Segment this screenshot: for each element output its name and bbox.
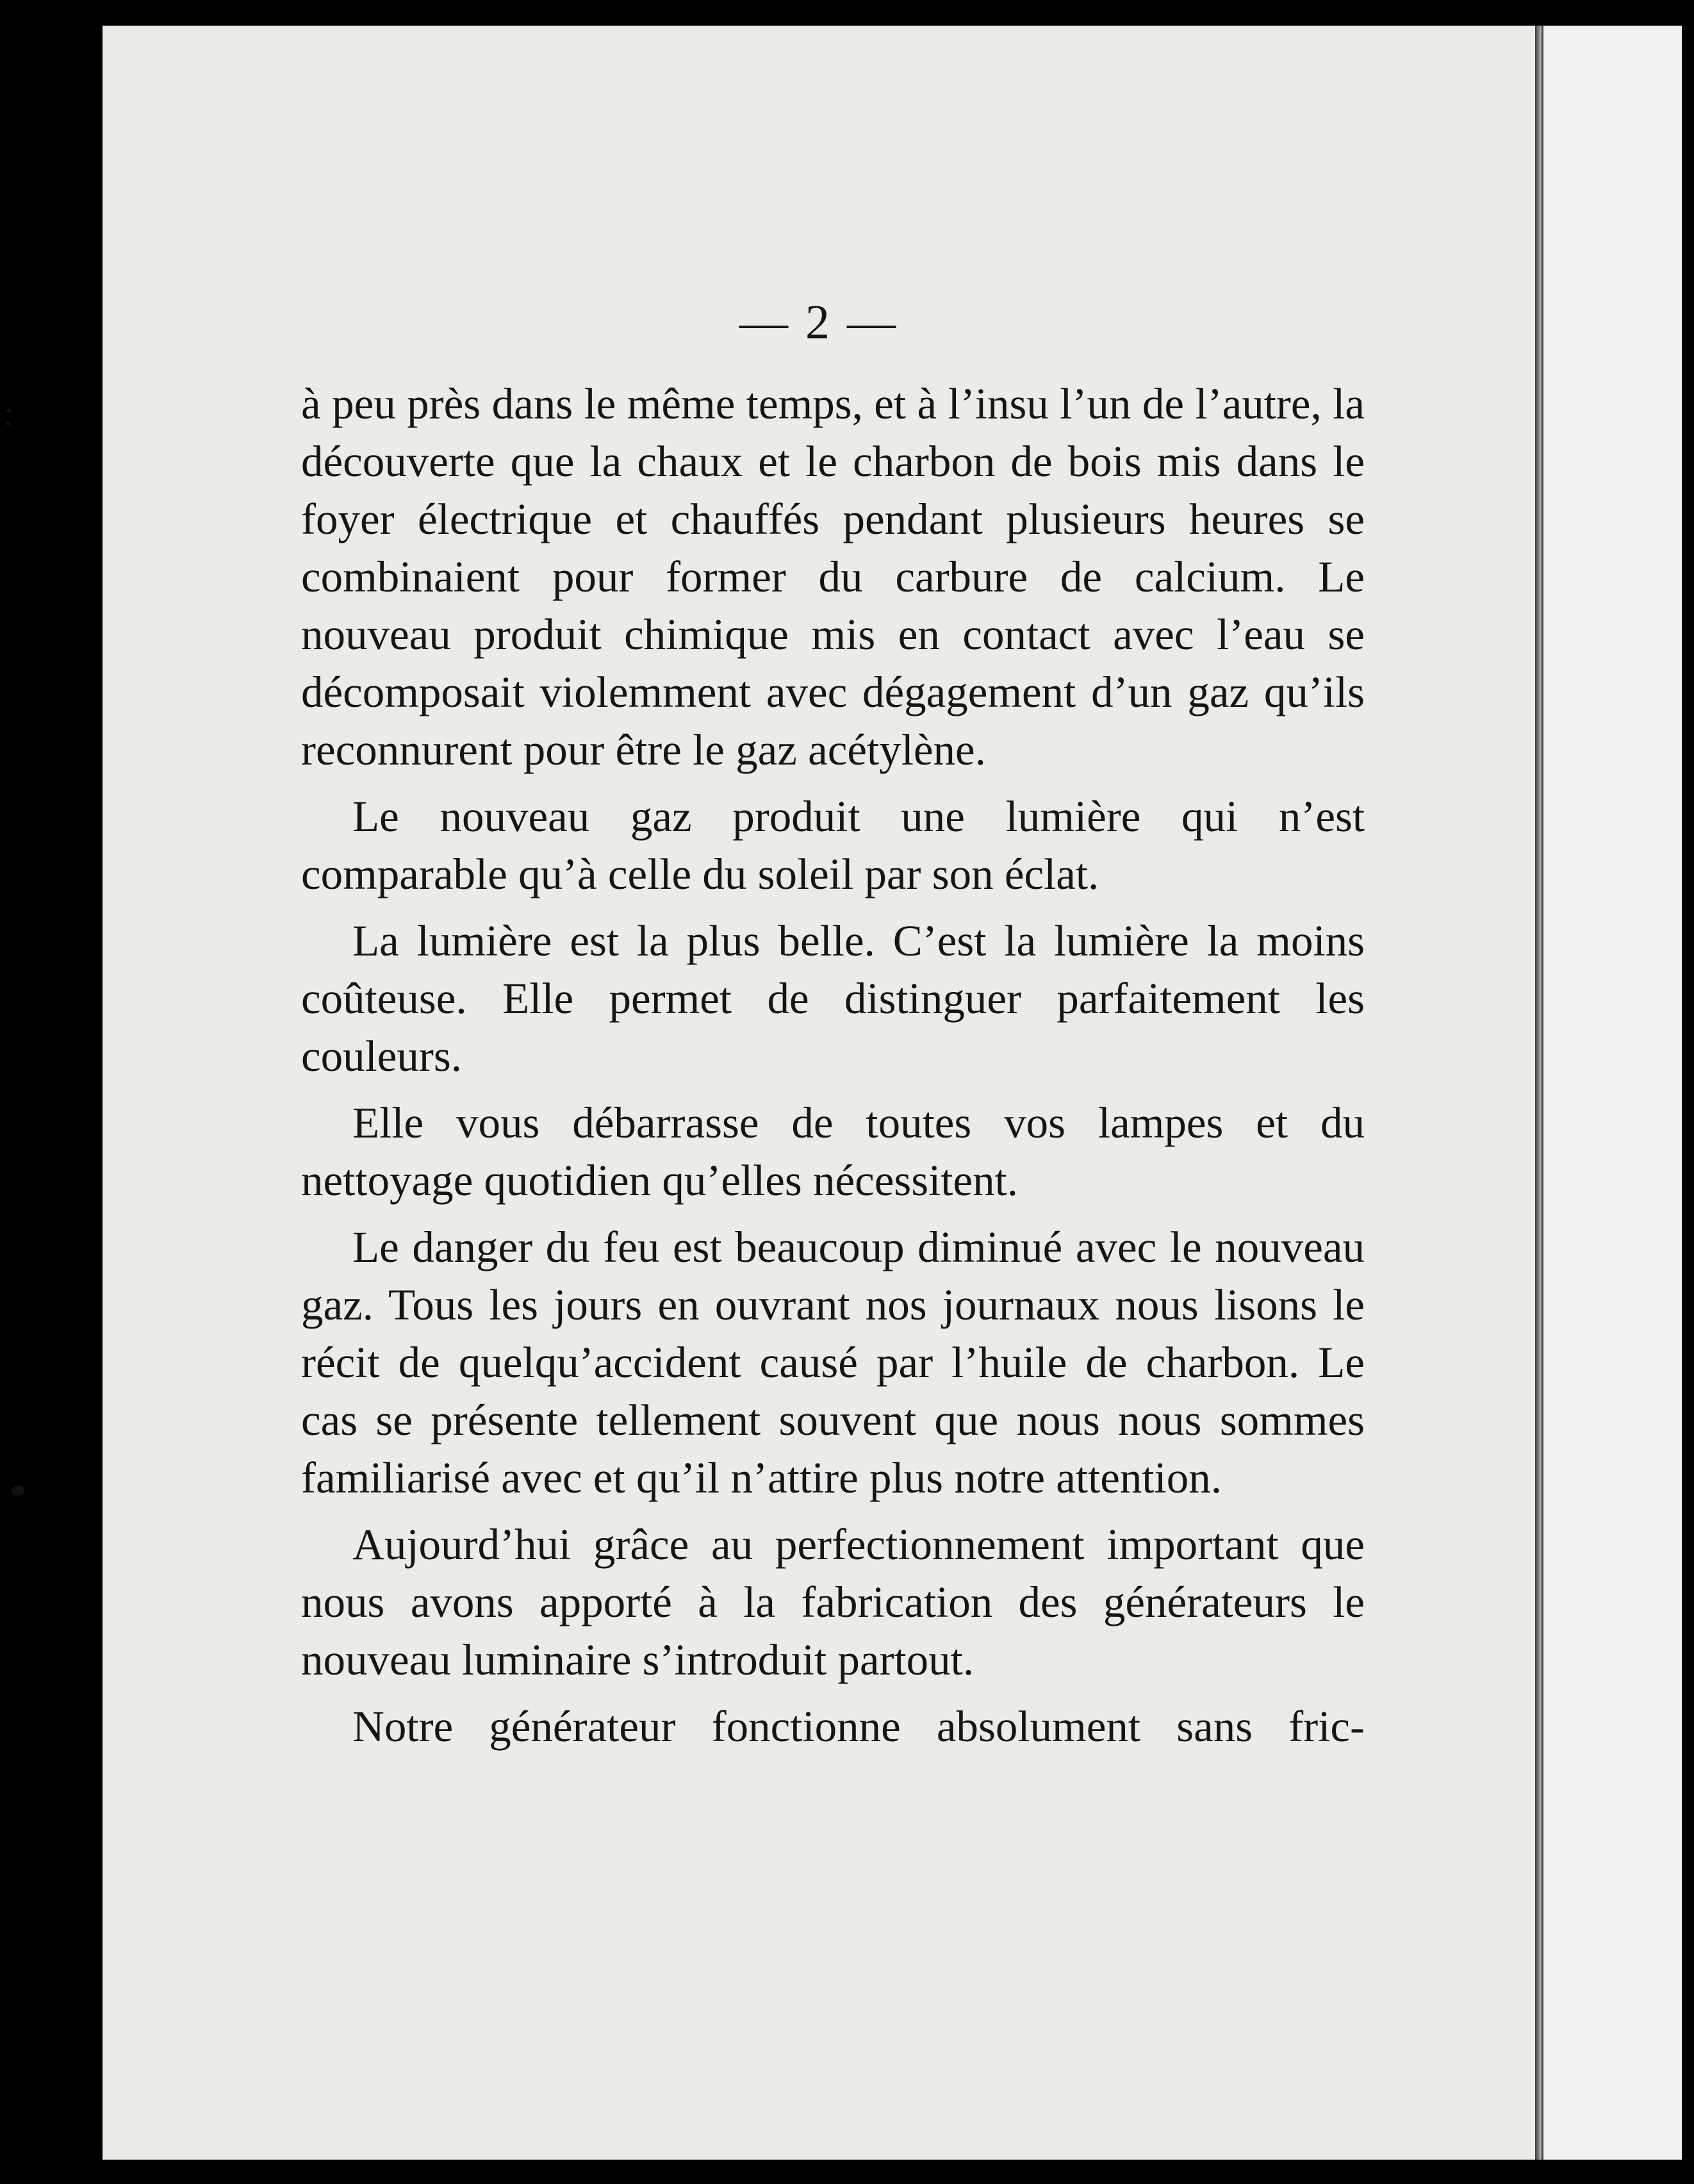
paragraph-7: Notre générateur fonctionne absolument sans fric- bbox=[352, 1702, 1365, 1751]
facing-page-edge bbox=[1542, 26, 1682, 2160]
page-number: — 2 — bbox=[739, 295, 898, 349]
paragraph-4: Elle vous débarrasse de toutes vos lampes et du nettoyage quotidien qu’elles nécessitent. bbox=[301, 1098, 1365, 1205]
paragraph-2: Le nouveau gaz produit une lumière qui n’est comparable qu’à celle du soleil par son éclat. bbox=[301, 792, 1365, 898]
scan-speck bbox=[6, 409, 10, 413]
paragraph-5: Le danger du feu est beaucoup diminué avec le nouveau gaz. Tous les jours en ouvrant nos journaux nous lisons le récit de quelqu’accident causé par l’huile de charbon. Le cas se présente tellement souvent que nous nous sommes familiarisé avec et qu’il n’attire plus notre attention. bbox=[301, 1223, 1365, 1502]
paragraph-3: La lumière est la plus belle. C’est la lumière la moins coûteuse. Elle permet de distinguer parfaitement les couleurs. bbox=[301, 916, 1365, 1080]
scan-speck bbox=[6, 422, 10, 426]
paragraph-6: Aujourd’hui grâce au perfectionnement important que nous avons apporté à la fabrication des générateurs le nouveau luminaire s’introduit partout. bbox=[301, 1520, 1365, 1684]
body-text bbox=[301, 375, 1365, 1764]
scan-speck bbox=[12, 1485, 24, 1496]
paragraph-1: à peu près dans le même temps, et à l’insu l’un de l’autre, la découverte que la chaux et le charbon de bois mis dans le foyer électrique et chauffés pendant plusieurs heures se combinaient pour former du carbure de calcium. Le nouveau produit chimique mis en contact avec l’eau se décomposait violemment avec dégagement d’un gaz qu’ils reconnurent pour être le gaz acétylène. bbox=[301, 379, 1365, 774]
